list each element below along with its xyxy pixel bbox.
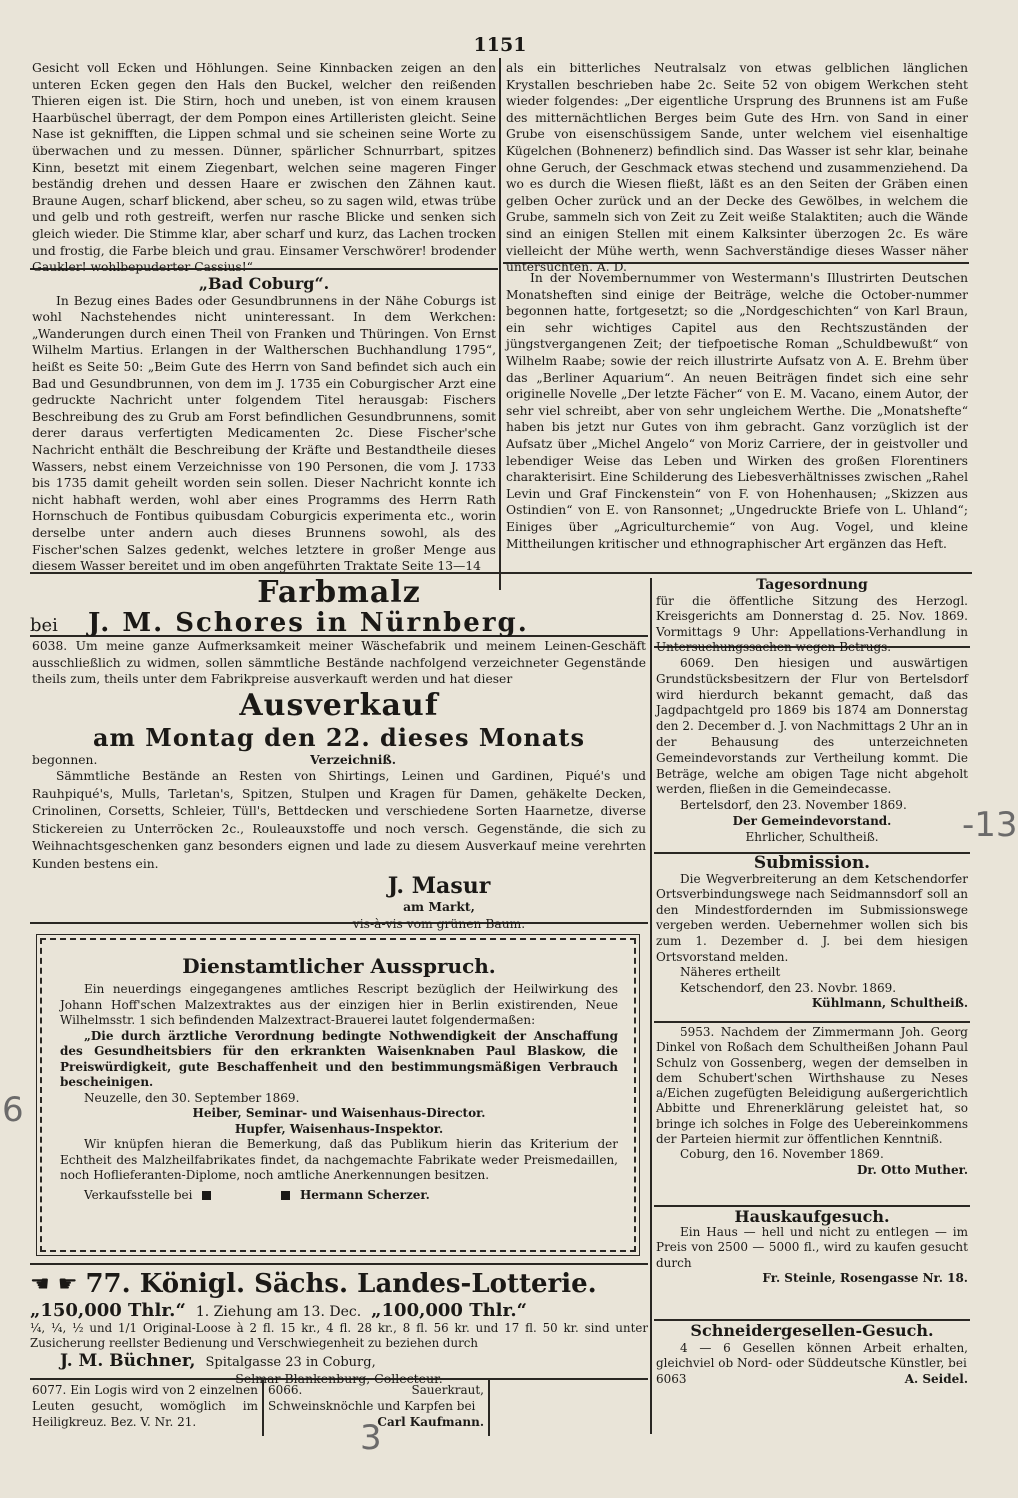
lotterie-ad	[30, 1268, 648, 1386]
notice-date: Bertelsdorf, den 23. November 1869.	[680, 798, 907, 813]
prize-1: „150,000 Thlr.“	[30, 1300, 186, 1321]
rule-r3	[654, 1021, 970, 1023]
ad-signature-1: Heiber, Seminar- und Waisenhaus-Director.	[192, 1106, 486, 1120]
notice-title: Schneidergesellen-Gesuch.	[690, 1321, 934, 1340]
notice-signature: Fr. Steinle, Rosengasse Nr. 18.	[762, 1271, 968, 1285]
ad-title: Ausverkauf	[239, 687, 439, 723]
dienst-ad	[60, 950, 618, 1203]
article-text: als ein bitterliches Neutralsalz von etwas gelblichen länglichen Krystallen beschrieben habe 2c. Seite 52 von obigem Werkchen steht wieder folgendes: „Der eigentliche Ursprung des Brunnens ist am Fuße des mitternächtlichen Berges beim Gute des Hrn. von Sand in einer Grube von eisenschüssigem Sande, unter welchem viel eisenhaltige Kügelchen (Bohnenerz) befindlich sind. Das Wasser ist sehr klar, beinahe ohne Geruch, der Geschmack etwas stechend und zusammenziehend. Da wo es durch die Wiesen fließt, läßt es an den Seiten der Gräben einen gelben Ocher zurück und an der Decke des Gewölbes, in welchem die Grube, sammeln sich von Zeit zu Zeit weiße Stalaktiten; auch die Wände sind an einigen Stellen mit einem Kalksinter überzogen 2c. Es wäre vielleicht der Mühe werth, wenn Sachverständige dieses Wasser näher untersuchten. A. D.	[506, 61, 968, 275]
pencil-mark: -13	[962, 805, 1018, 845]
notice-title: Tagesordnung	[756, 577, 868, 593]
notice-signature: Kühlmann, Schultheiß.	[811, 996, 968, 1011]
rule-after-dienst	[30, 1263, 648, 1265]
logis-ad	[32, 1382, 258, 1430]
notice-text: 6069. Den hiesigen und auswärtigen Grundstücksbesitzern der Flur von Bertelsdorf wird hierdurch bekannt gemacht, daß das Jagdpachtgeld pro 1869 bis 1874 am Donnerstag den 2. December d. J. von Nachmittags 2 Uhr an in der Behausung des unterzeichneten Gemeindevorstands zur Vertheilung kommt. Die Beträge, welche am obigen Tage nicht abgeholt werden, fließen in die Gemeindecasse.	[656, 656, 968, 797]
ad-text: Ein neuerdings eingegangenes amtliches Rescript bezüglich der Heilwirkung des Johann Hoff'schen Malzextraktes aus der einzigen hier in Berlin existirenden, Neue Wilhelmsstr. 1 sich befindenden Malzextract-Brauerei lautet folgendermaßen:	[60, 982, 618, 1027]
notice-text: 5953. Nachdem der Zimmermann Joh. Georg Dinkel von Roßach dem Schultheißen Johann Paul Schulz von Gossenberg, wegen der demselben in dem Schubert'schen Wirthshause zu Neses a/Eichen zugefügten Beleidigung außergerichtlich Abbitte und Ehrenerklärung geleistet hat, so bringe ich solches in Folge des Uebereinkommens der Parteien hiermit zur öffentlichen Kenntniß.	[656, 1025, 968, 1147]
notice-signature: Dr. Otto Muther.	[856, 1162, 968, 1177]
ad-intro: Um meine ganze Aufmerksamkeit meiner Wäschefabrik und meinem Leinen-Geschäft ausschließlich zu widmen, sollen sämmtliche Bestände nachfolgend verzeichneter Gegenstände theils zum, theils unter dem Fabrikpreise ausverkauft werden und hat dieser	[32, 639, 646, 687]
farbmalz-ad	[30, 576, 648, 639]
ad-address: Spitalgasse 23 in Coburg,	[205, 1355, 376, 1370]
tagesordnung-notice	[656, 578, 968, 656]
notice-text: 4 — 6 Gesellen können Arbeit erhalten, gleichviel ob Nord- oder Süddeutsche Künstler, bei	[656, 1340, 968, 1370]
sale-label: Verkaufsstelle bei	[84, 1187, 193, 1202]
schneider-notice	[656, 1323, 968, 1387]
pointing-hand-icon: ☚	[30, 1271, 50, 1297]
footer-divider-1	[262, 1380, 264, 1436]
left-top-article	[32, 60, 496, 276]
notice-title: Hauskaufgesuch.	[734, 1207, 890, 1226]
notice-signature-2: Ehrlicher, Schultheiß.	[745, 829, 879, 844]
notice-more: Näheres ertheilt	[680, 965, 781, 980]
pointing-hand-icon: ☛	[57, 1271, 78, 1297]
column-divider-top	[499, 58, 501, 590]
pencil-mark: 3	[360, 1418, 382, 1458]
ad-text: 6066. Sauerkraut, Schweinsknöchle und Karpfen bei	[268, 1383, 484, 1413]
pencil-mark: 6	[2, 1090, 24, 1130]
ad-firm: J. M. Büchner,	[60, 1351, 196, 1371]
page-number: 1151	[473, 34, 527, 56]
bertelsdorf-notice	[656, 656, 968, 846]
column-divider-bottom	[650, 578, 652, 1434]
ausverkauf-ad	[32, 638, 646, 933]
notice-date: Coburg, den 16. November 1869.	[680, 1147, 884, 1162]
ad-firm: J. M. Schores in Nürnberg.	[87, 608, 529, 638]
right-top-article	[506, 60, 968, 276]
westermann-article	[506, 270, 968, 552]
article-text: In Bezug eines Bades oder Gesundbrunnens in der Nähe Coburgs ist wohl Nachstehendes nicht uninteressant. In dem Werkchen: „Wanderungen durch einen Theil von Franken und Thüringen. Von Ernst Wilhelm Martius. Erlangen in der Waltherschen Buchhandlung 1795“, heißt es Seite 50: „Beim Gute des Herrn von Sand befindet sich auch ein Bad und Gesundbrunnen, von dem im J. 1735 ein Coburgischer Arzt eine gedruckte Nachricht unter folgendem Titel herausgab: Fischers Beschreibung des zu Grub am Forst befindlichen Gesundbrunnens, somit derer daraus verfertigten Medicamenten 2c. Diese Fischer'sche Nachricht enthält die Beschreibung der Kräfte und Bestandtheile dieses Wassers, nebst einem Verzeichnisse von 190 Personen, die vom J. 1733 bis 1735 damit geheilt worden sein sollen. Dieser Nachricht konnte ich nicht habhaft werden, wohl aber eines Programms des Herrn Rath Hornschuch de Fontibus quibusdam Coburgicis experimenta etc., worin derselbe unter andern auch dieses Brunnens sowohl, als des Fischer'schen Salzes gedenkt, welches letztere in großer Menge aus diesem Wasser bereitet und im oben angeführten Traktate Seite 13—14	[32, 293, 496, 574]
ad-title: Dienstamtlicher Ausspruch.	[182, 954, 496, 978]
ad-list-heading: Verzeichniß.	[310, 751, 396, 767]
ad-title: Farbmalz	[257, 575, 421, 610]
article-title: „Bad Coburg“.	[198, 274, 330, 293]
dinkel-notice	[656, 1025, 968, 1178]
prize-2: „100,000 Thlr.“	[371, 1300, 527, 1321]
article-text: In der Novembernummer von Westermann's Illustrirten Deutschen Monatsheften sind einige der Beiträge, welche die October-nummer begonnen hatte, fortgesetzt; so die „Nordgeschichten“ von Karl Braun, ein sehr wichtiges Capitel aus den Rechtszuständen der jüngstvergangenen Zeit; der tiefpoetische Roman „Schuldbewußt“ von Wilhelm Raabe; sowie der reich illustrirte Aufsatz von A. E. Brehm über das „Berliner Aquarium“. An neuen Beiträgen findet sich eine sehr originelle Novelle „Der letzte Fächer“ von E. M. Vacano, einem Autor, der sehr viel schreibt, aber von sehr ungleichem Werthe. Die „Monatshefte“ haben bis jetzt nur Gutes von ihm gebracht. Ganz vorzüglich ist der Aufsatz über „Michel Angelo“ von Moriz Carriere, der in geistvoller und lebendiger Weise das Leben und Wirken des großen Florentiners charakterisirt. Eine Schilderung des Liebesverhältnisses zwischen „Rahel Levin und Graf Finckenstein“ von F. von Hohenhausen; „Skizzen aus Ostindien“ von E. von Ransonnet; „Ungedruckte Briefe von L. Uhland“; Einiges über „Agriculturchemie“ von Aug. Vogel, und kleine Mittheilungen kritischer und ethnographischer Art ergänzen das Heft.	[506, 271, 968, 551]
ad-text: 6077. Ein Logis wird von 2 einzelnen Leuten gesucht, womöglich im Heiligkreuz. Bez. V. Nr. 21.	[32, 1383, 258, 1429]
hauskauf-notice	[656, 1209, 968, 1287]
ad-signature-2: Hupfer, Waisenhaus-Inspektor.	[234, 1121, 444, 1136]
ad-list: Sämmtliche Bestände an Resten von Shirtings, Leinen und Gardinen, Piqué's und Rauhpiqué's, Mulls, Tarletan's, Spitzen, Stulpen und Kragen für Damen, gehäkelte Decken, Crinolinen, Corsetts, Schleier, Tüll's, Bettdecken und verschiedene Sorten Haarnetze, diverse Stickereien zu Unterröcken 2c., Rouleauxstoffe und noch versch. Gegenstände, die sich zu Weihnachtsgeschenken ganz besonders eignen und lade zu diesem Ausverkauf meine verehrten Kunden bestens ein.	[32, 769, 646, 871]
ad-signature: Carl Kaufmann.	[377, 1415, 484, 1429]
seller-name: Hermann Scherzer.	[299, 1187, 430, 1202]
notice-number: 6063	[656, 1371, 687, 1386]
notice-title: Submission.	[753, 853, 871, 873]
ad-begun: begonnen.	[32, 752, 98, 767]
article-text: Gesicht voll Ecken und Höhlungen. Seine Kinnbacken zeigen an den unteren Ecken gegen den Hals den Buckel, welcher den reißenden Thieren eigen ist. Die Stirn, hoch und uneben, ist von einem krausen Haarbüschel überragt, der dem Pompon eines Artilleristen gleicht. Seine Nase ist geknifften, die Lippen schmal und sie scheinen seine Worte zu überwachen und zu messen. Dünner, spärlicher Schnurrbart, spitzes Kinn, besetzt mit einem Ziegenbart, welchen seine mageren Finger beständig drehen und dessen Haare er zwischen den Zähnen kaut. Braune Augen, scharf blickend, aber scheu, so zu sagen wild, etwas trübe und gelb und roth gestreift, werfen nur rasche Blicke und senken sich gleich wieder. Die Stimme klar, aber scharf und kurz, das Lachen trocken und frostig, die Farbe bleich und grau. Einsamer Verschwörer! brodender Gaukler! wohlbepuderter Cassius!“	[32, 61, 496, 275]
ad-text: ¼, ¼, ½ und 1/1 Original-Loose à 2 fl. 15 kr., 4 fl. 28 kr., 8 fl. 56 kr. und 17 fl. 50 kr. sind unter Zusicherung reellster Bedienung und Verschwiegenheit zu beziehen durch	[30, 1321, 648, 1350]
notice-date: Ketschendorf, den 23. Novbr. 1869.	[680, 980, 897, 995]
ad-signer-address: vis-à-vis vom grünen Baum.	[352, 916, 526, 931]
ad-signer-sub: am Markt,	[403, 899, 475, 915]
ad-collecteur: Selmar Blankenburg, Collecteur.	[235, 1371, 443, 1386]
bad-coburg-article	[32, 276, 496, 575]
ad-text: Wir knüpfen hieran die Bemerkung, daß das Publikum hierin das Kriterium der Echtheit des Malzheilfabrikates findet, da nachgemachte Fabrikate weder Preismedaillen, noch Hoflieferanten-Diplome, noch amtliche Anerkennungen besitzen.	[60, 1137, 618, 1182]
ad-date: Neuzelle, den 30. September 1869.	[84, 1090, 300, 1105]
notice-signature: A. Seidel.	[904, 1371, 968, 1386]
ad-prefix: bei	[30, 615, 58, 636]
square-bullet-icon	[202, 1191, 211, 1200]
notice-text: Ein Haus — hell und nicht zu entlegen — im Preis von 2500 — 5000 fl., wird zu kaufen gesucht durch	[656, 1224, 968, 1270]
ad-quote: „Die durch ärztliche Verordnung bedingte Nothwendigkeit der Anschaffung des Gesundheitsbiers für den erkrankten Waisenknaben Paul Blaskow, die Preiswürdigkeit, gute Beschaffenheit und den bestimmungsmäßigen Verbrauch bescheinigen.	[60, 1028, 618, 1089]
submission-notice	[656, 853, 968, 1012]
footer-divider-2	[488, 1380, 490, 1436]
notice-text: Die Wegverbreiterung an dem Ketschendorfer Ortsverbindungswege nach Seidmannsdorf soll an den Mindestfordernden im Submissionswege vergeben werden. Uebernehmer wollen sich bis zum 1. Dezember d. J. bei dem hiesigen Ortsvorstand melden.	[656, 871, 968, 964]
ad-number: 6038.	[32, 639, 68, 653]
ad-signer: J. Masur	[387, 873, 491, 900]
draw-date: 1. Ziehung am 13. Dec.	[195, 1304, 362, 1320]
notice-text: für die öffentliche Sitzung des Herzogl. Kreisgerichts am Donnerstag d. 25. Nov. 1869. Vormittags 9 Uhr: Appellations-Verhandlung in Untersuchungssachen wegen Betrugs.	[656, 593, 968, 654]
ad-title: 77. Königl. Sächs. Landes-Lotterie.	[85, 1269, 597, 1299]
ad-subtitle: am Montag den 22. dieses Monats	[92, 722, 586, 752]
notice-signature: Der Gemeindevorstand.	[732, 813, 892, 828]
square-bullet-icon	[281, 1191, 290, 1200]
